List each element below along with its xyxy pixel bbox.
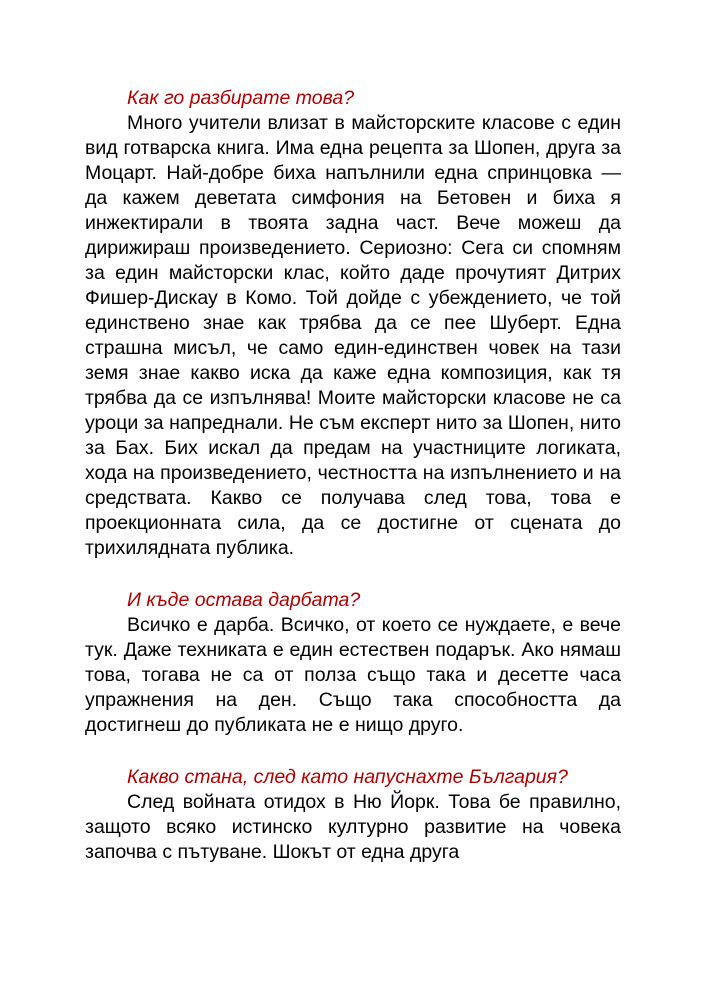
interview-question: И къде остава дарбата? — [127, 589, 361, 611]
interview-answer: Всичко е дарба. Всичко, от което се нуждаете, е вече тук. Даже техниката е един естествен подарък. Ако нямаш това, тогава не са от полза също така и десетте часа упражнения на ден. Също така способността да достигнеш до публиката не е нищо друго. — [85, 614, 621, 736]
interview-question: Какво стана, след като напуснахте България? — [127, 766, 568, 788]
interview-question: Как го разбирате това? — [127, 87, 355, 109]
section-gap — [85, 738, 621, 765]
document-page — [85, 86, 621, 865]
interview-answer: След войната отидох в Ню Йорк. Това бе правилно, защото всяко истинско културно развитие на човека започва с пътуване. Шокът от една друга — [85, 791, 621, 863]
section-gap — [85, 561, 621, 588]
interview-answer: Много учители влизат в майсторските класове с един вид готварска книга. Има една рецепта за Шопен, друга за Моцарт. Най-добре биха напълнили една спринцовка — да кажем деветата симфония на Бетовен и биха я инжектирали в твоята задна част. Вече можеш да дирижираш произведението. Сериозно: Сега си спомням за един майсторски клас, който даде прочутият Дитрих Фишер-Дискау в Комо. Той дойде с убеждението, че той единствено знае как трябва да се пее Шуберт. Една страшна мисъл, че само един-единствен човек на тази земя знае какво иска да каже една композиция, как тя трябва да се изпълнява! Моите майсторски класове не са уроци за напреднали. Не съм експерт нито за Шопен, нито за Бах. Бих искал да предам на участниците логиката, хода на произведението, честността на изпълнението и на средствата. Какво се получава след това, това е проекционната сила, да се достигне от сцената до трихилядната публика. — [85, 112, 621, 559]
